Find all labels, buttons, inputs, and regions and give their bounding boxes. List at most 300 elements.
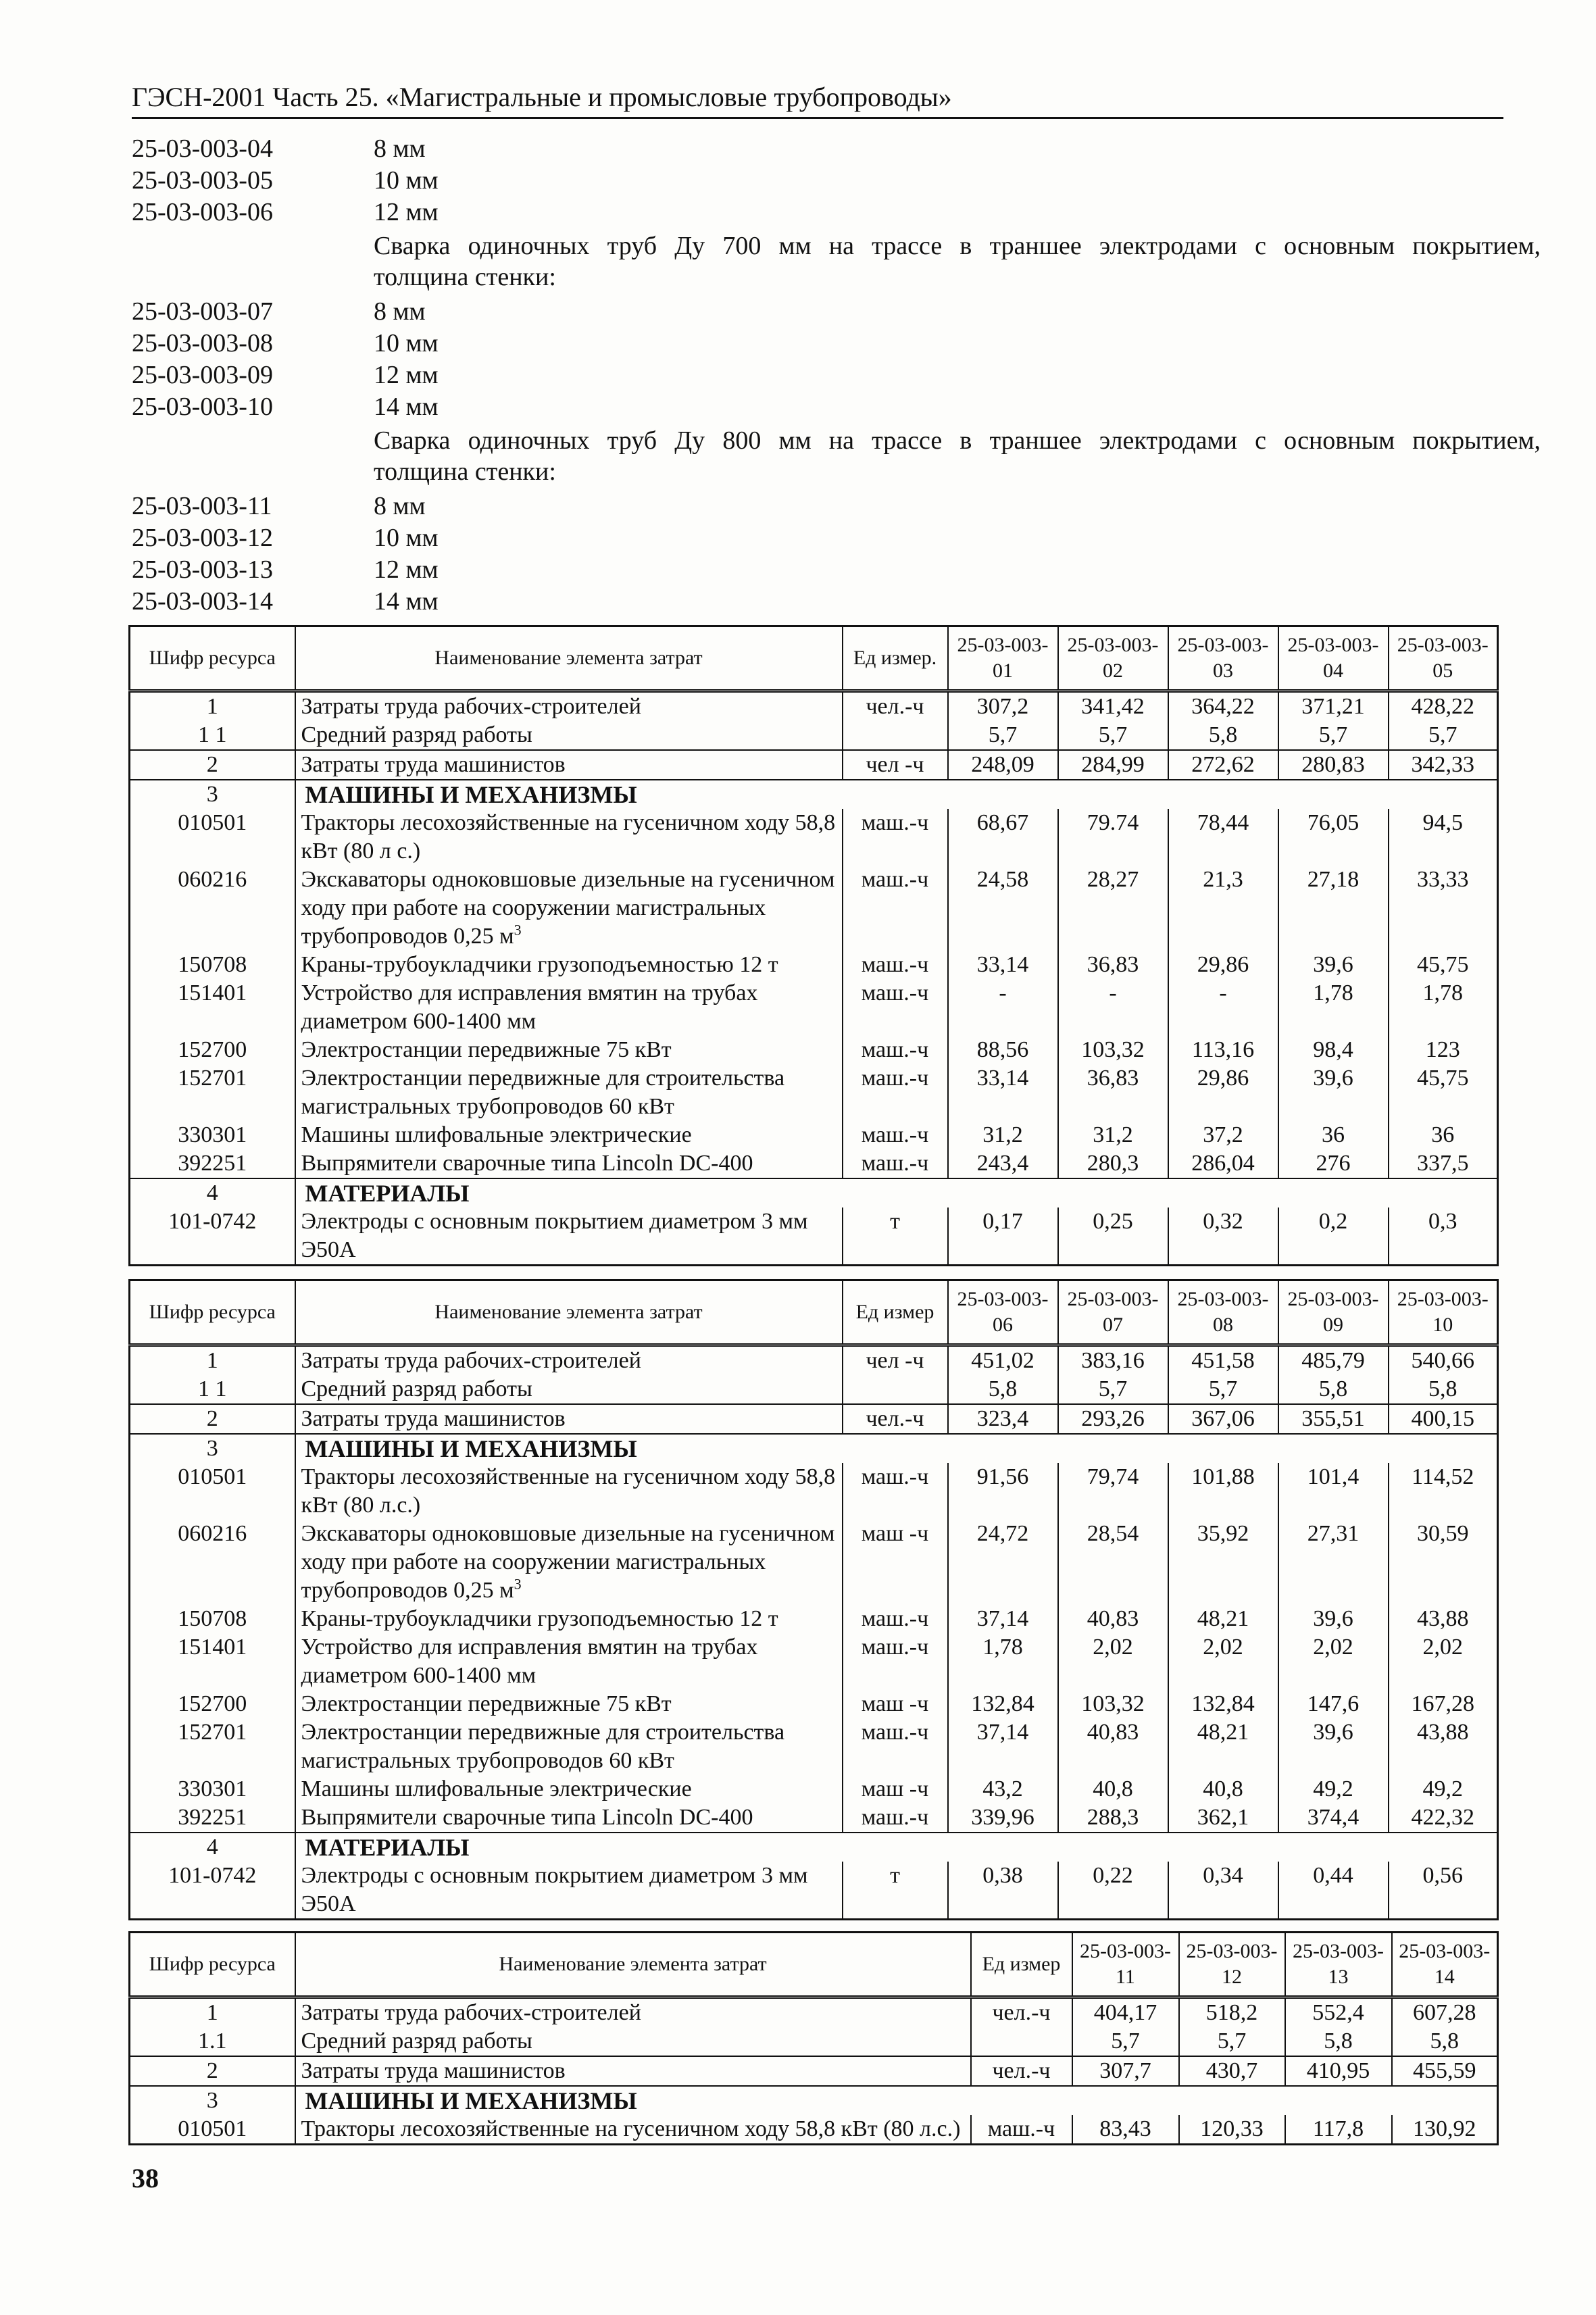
norm-code: 25-03-003-12 bbox=[132, 523, 273, 552]
resource-value: 451,58 bbox=[1168, 1345, 1278, 1376]
section-row bbox=[130, 2086, 1498, 2115]
resource-value: 374,4 bbox=[1278, 1803, 1389, 1833]
resource-code: 4 bbox=[130, 1178, 295, 1208]
resource-value: 342,33 bbox=[1389, 750, 1498, 780]
resource-unit: маш.-ч bbox=[843, 809, 948, 866]
resource-unit: маш.-ч bbox=[843, 979, 948, 1036]
resource-value: 2,02 bbox=[1058, 1633, 1168, 1690]
resource-value: 307,2 bbox=[948, 691, 1058, 722]
resource-code: 060216 bbox=[130, 866, 295, 951]
header-norm-code: 25-03-003-09 bbox=[1278, 1280, 1389, 1345]
description-line: Сварка одиночных труб Ду 700 мм на трассе в траншее электродами с основным покрытием, bbox=[374, 232, 1541, 260]
header-norm-code: 25-03-003-02 bbox=[1058, 626, 1168, 691]
header-norm-code: 25-03-003-11 bbox=[1072, 1933, 1179, 1997]
resource-value: 31,2 bbox=[948, 1121, 1058, 1149]
resource-unit: маш.-ч bbox=[843, 1121, 948, 1149]
resource-unit: маш.-ч bbox=[843, 1064, 948, 1121]
wall-thickness: 10 мм bbox=[374, 328, 439, 357]
resource-row bbox=[130, 1862, 1498, 1920]
section-title: МАТЕРИАЛЫ bbox=[295, 1178, 1498, 1208]
resource-name-text: Машины шлифовальные электрические bbox=[301, 1776, 692, 1801]
norm-code-row bbox=[132, 359, 1541, 391]
description-du700 bbox=[374, 230, 1541, 293]
resource-value: 39,6 bbox=[1278, 1605, 1389, 1633]
resource-table-3 bbox=[128, 1931, 1499, 2145]
resource-value: 451,02 bbox=[948, 1345, 1058, 1376]
resource-unit: маш.-ч bbox=[843, 1463, 948, 1520]
resource-row bbox=[130, 979, 1498, 1036]
resource-value: 485,79 bbox=[1278, 1345, 1389, 1376]
resource-value: 339,96 bbox=[948, 1803, 1058, 1833]
header-norm-code: 25-03-003-07 bbox=[1058, 1280, 1168, 1345]
resource-name bbox=[295, 1121, 843, 1149]
section-title: МАШИНЫ И МЕХАНИЗМЫ bbox=[295, 1434, 1498, 1463]
resource-row bbox=[130, 809, 1498, 866]
resource-value: - bbox=[1168, 979, 1278, 1036]
resource-unit: маш.-ч bbox=[843, 951, 948, 979]
resource-value: 5,7 bbox=[948, 721, 1058, 750]
resource-value: 48,21 bbox=[1168, 1718, 1278, 1775]
resource-name bbox=[295, 1036, 843, 1064]
header-unit: Ед измер. bbox=[843, 626, 948, 691]
resource-value: 400,15 bbox=[1389, 1404, 1498, 1434]
resource-name bbox=[295, 1463, 843, 1520]
norm-code: 25-03-003-13 bbox=[132, 555, 273, 584]
resource-value: 36,83 bbox=[1058, 1064, 1168, 1121]
resource-value: 5,8 bbox=[1168, 721, 1278, 750]
resource-value: 422,32 bbox=[1389, 1803, 1498, 1833]
resource-value: 0,2 bbox=[1278, 1208, 1389, 1266]
resource-unit bbox=[843, 721, 948, 750]
resource-unit: маш.-ч bbox=[971, 2115, 1072, 2145]
resource-code: 2 bbox=[130, 750, 295, 780]
resource-name-text: Тракторы лесохозяйственные на гусеничном ходу 58,8 кВт (80 л.с.) bbox=[301, 2116, 961, 2141]
resource-value: 371,21 bbox=[1278, 691, 1389, 722]
resource-value: 43,88 bbox=[1389, 1605, 1498, 1633]
resource-row bbox=[130, 2056, 1498, 2086]
header-norm-code: 25-03-003-08 bbox=[1168, 1280, 1278, 1345]
wall-thickness: 8 мм bbox=[374, 491, 426, 520]
resource-code: 101-0742 bbox=[130, 1862, 295, 1920]
resource-code: 2 bbox=[130, 2056, 295, 2086]
resource-value: 607,28 bbox=[1392, 1997, 1498, 2028]
resource-value: 5,8 bbox=[1285, 2027, 1392, 2056]
resource-value: 101,88 bbox=[1168, 1463, 1278, 1520]
resource-name-text: Затраты труда машинистов bbox=[301, 2058, 566, 2083]
resource-value: 83,43 bbox=[1072, 2115, 1179, 2145]
resource-value: 36 bbox=[1278, 1121, 1389, 1149]
resource-row bbox=[130, 1345, 1498, 1376]
resource-value: 323,4 bbox=[948, 1404, 1058, 1434]
resource-value: 0,32 bbox=[1168, 1208, 1278, 1266]
header-name: Наименование элемента затрат bbox=[295, 1933, 971, 1997]
resource-value: 37,14 bbox=[948, 1718, 1058, 1775]
resource-name-text: Затраты труда рабочих-строителей bbox=[301, 1348, 641, 1373]
section-title: МАШИНЫ И МЕХАНИЗМЫ bbox=[295, 780, 1498, 809]
code-group-600 bbox=[132, 132, 1541, 228]
resource-value: 37,14 bbox=[948, 1605, 1058, 1633]
norm-code: 25-03-003-10 bbox=[132, 392, 273, 421]
resource-value: 113,16 bbox=[1168, 1036, 1278, 1064]
resource-unit: маш -ч bbox=[843, 1520, 948, 1605]
resource-code: 330301 bbox=[130, 1775, 295, 1803]
resource-value: 355,51 bbox=[1278, 1404, 1389, 1434]
resource-table-2 bbox=[128, 1279, 1499, 1920]
norm-code: 25-03-003-09 bbox=[132, 360, 273, 389]
resource-unit: т bbox=[843, 1208, 948, 1266]
resource-value: 117,8 bbox=[1285, 2115, 1392, 2145]
resource-value: 5,8 bbox=[1278, 1375, 1389, 1404]
resource-row bbox=[130, 866, 1498, 951]
resource-name bbox=[295, 2115, 971, 2145]
resource-value: 362,1 bbox=[1168, 1803, 1278, 1833]
resource-row bbox=[130, 1208, 1498, 1266]
resource-value: 383,16 bbox=[1058, 1345, 1168, 1376]
resource-name-text: Электроды с основным покрытием диаметром 3 мм Э50А bbox=[301, 1209, 808, 1262]
resource-name bbox=[295, 1375, 843, 1404]
resource-value: 114,52 bbox=[1389, 1463, 1498, 1520]
wall-thickness: 8 мм bbox=[374, 297, 426, 326]
norm-code: 25-03-003-08 bbox=[132, 328, 273, 357]
resource-value: 0,17 bbox=[948, 1208, 1058, 1266]
resource-name-text: Краны-трубоукладчики грузоподъемностью 12 т bbox=[301, 1606, 778, 1631]
norm-code-row bbox=[132, 522, 1541, 553]
header-norm-code: 25-03-003-10 bbox=[1389, 1280, 1498, 1345]
resource-row bbox=[130, 1463, 1498, 1520]
resource-value: 147,6 bbox=[1278, 1690, 1389, 1718]
resource-code: 3 bbox=[130, 1434, 295, 1463]
resource-code: 152701 bbox=[130, 1718, 295, 1775]
resource-value: 5,7 bbox=[1278, 721, 1389, 750]
resource-value: 0,34 bbox=[1168, 1862, 1278, 1920]
resource-value: 1,78 bbox=[948, 1633, 1058, 1690]
resource-code: 3 bbox=[130, 780, 295, 809]
resource-value: 430,7 bbox=[1179, 2056, 1285, 2086]
resource-name-text: Устройство для исправления вмятин на трубах диаметром 600-1400 мм bbox=[301, 1635, 758, 1688]
resource-name-text: Электростанции передвижные для строительства магистральных трубопроводов 60 кВт bbox=[301, 1066, 785, 1119]
resource-row bbox=[130, 2027, 1498, 2056]
resource-name-text: Выпрямители сварочные типа Lincoln DC-400 bbox=[301, 1151, 753, 1176]
resource-row bbox=[130, 1633, 1498, 1690]
resource-unit: маш -ч bbox=[843, 1690, 948, 1718]
resource-value: 272,62 bbox=[1168, 750, 1278, 780]
resource-value: 24,58 bbox=[948, 866, 1058, 951]
resource-unit bbox=[843, 1375, 948, 1404]
resource-name bbox=[295, 1862, 843, 1920]
resource-value: 0,22 bbox=[1058, 1862, 1168, 1920]
resource-value: 43,2 bbox=[948, 1775, 1058, 1803]
resource-code: 151401 bbox=[130, 979, 295, 1036]
header-norm-code: 25-03-003-13 bbox=[1285, 1933, 1392, 1997]
resource-name bbox=[295, 2027, 971, 2056]
header-row bbox=[130, 1280, 1498, 1345]
norm-code-row bbox=[132, 132, 1541, 164]
page-number: 38 bbox=[132, 2163, 159, 2193]
resource-row bbox=[130, 721, 1498, 750]
resource-value: 552,4 bbox=[1285, 1997, 1392, 2028]
resource-code: 152700 bbox=[130, 1690, 295, 1718]
resource-value: 39,6 bbox=[1278, 1718, 1389, 1775]
resource-code: 060216 bbox=[130, 1520, 295, 1605]
resource-row bbox=[130, 1997, 1498, 2028]
resource-value: 288,3 bbox=[1058, 1803, 1168, 1833]
resource-code: 4 bbox=[130, 1833, 295, 1862]
norm-code: 25-03-003-05 bbox=[132, 166, 273, 195]
resource-name-text: Машины шлифовальные электрические bbox=[301, 1122, 692, 1147]
resource-row bbox=[130, 1121, 1498, 1149]
resource-value: 0,38 bbox=[948, 1862, 1058, 1920]
resource-row bbox=[130, 1149, 1498, 1178]
resource-name-text: Электроды с основным покрытием диаметром 3 мм Э50А bbox=[301, 1863, 808, 1916]
resource-name bbox=[295, 691, 843, 722]
resource-code: 150708 bbox=[130, 951, 295, 979]
resource-code: 101-0742 bbox=[130, 1208, 295, 1266]
description-du800 bbox=[374, 425, 1541, 487]
resource-row bbox=[130, 1404, 1498, 1434]
resource-row bbox=[130, 1064, 1498, 1121]
resource-value: 24,72 bbox=[948, 1520, 1058, 1605]
resource-value: 280,3 bbox=[1058, 1149, 1168, 1178]
norm-code-row bbox=[132, 295, 1541, 327]
resource-row bbox=[130, 1803, 1498, 1833]
resource-value: 40,8 bbox=[1168, 1775, 1278, 1803]
wall-thickness: 8 мм bbox=[374, 134, 426, 163]
resource-name bbox=[295, 2056, 971, 2086]
resource-value: 39,6 bbox=[1278, 1064, 1389, 1121]
resource-row bbox=[130, 2115, 1498, 2145]
resource-name bbox=[295, 1345, 843, 1376]
wall-thickness: 14 мм bbox=[374, 587, 439, 616]
resource-value: 364,22 bbox=[1168, 691, 1278, 722]
resource-code: 1 bbox=[130, 691, 295, 722]
resource-name-text: Тракторы лесохозяйственные на гусеничном ходу 58,8 кВт (80 л.с.) bbox=[301, 1464, 836, 1518]
resource-code: 152700 bbox=[130, 1036, 295, 1064]
resource-name-text: Краны-трубоукладчики грузоподъемностью 12 т bbox=[301, 952, 778, 977]
superscript: 3 bbox=[514, 1575, 522, 1593]
resource-value: 36 bbox=[1389, 1121, 1498, 1149]
resource-name-text: Затраты труда машинистов bbox=[301, 1406, 566, 1431]
resource-value: 78,44 bbox=[1168, 809, 1278, 866]
resource-unit: маш.-ч bbox=[843, 1803, 948, 1833]
code-group-700 bbox=[132, 295, 1541, 422]
resource-value: 341,42 bbox=[1058, 691, 1168, 722]
resource-row bbox=[130, 1605, 1498, 1633]
resource-value: 33,14 bbox=[948, 951, 1058, 979]
resource-value: 455,59 bbox=[1392, 2056, 1498, 2086]
resource-value: 27,18 bbox=[1278, 866, 1389, 951]
resource-value: 68,67 bbox=[948, 809, 1058, 866]
norm-code-row bbox=[132, 391, 1541, 422]
resource-name-text: Средний разряд работы bbox=[301, 2028, 532, 2053]
resource-unit: маш.-ч bbox=[843, 1633, 948, 1690]
resource-name bbox=[295, 1208, 843, 1266]
resource-code: 150708 bbox=[130, 1605, 295, 1633]
resource-name-text: Экскаваторы одноковшовые дизельные на гусеничном ходу при работе на сооружении магистральных трубопроводов 0,25 м bbox=[301, 867, 835, 949]
resource-name-text: Затраты труда машинистов bbox=[301, 752, 566, 777]
resource-value: 101,4 bbox=[1278, 1463, 1389, 1520]
resource-value: 243,4 bbox=[948, 1149, 1058, 1178]
header-norm-code: 25-03-003-05 bbox=[1389, 626, 1498, 691]
resource-value: 28,54 bbox=[1058, 1520, 1168, 1605]
resource-value: 40,83 bbox=[1058, 1718, 1168, 1775]
resource-value: 337,5 bbox=[1389, 1149, 1498, 1178]
resource-name-text: Электростанции передвижные 75 кВт bbox=[301, 1037, 672, 1062]
resource-row bbox=[130, 1775, 1498, 1803]
resource-value: 248,09 bbox=[948, 750, 1058, 780]
resource-unit: маш -ч bbox=[843, 1775, 948, 1803]
resource-value: 540,66 bbox=[1389, 1345, 1498, 1376]
resource-row bbox=[130, 691, 1498, 722]
resource-value: 5,7 bbox=[1058, 721, 1168, 750]
header-code: Шифр ресурса bbox=[130, 626, 295, 691]
resource-code: 1.1 bbox=[130, 2027, 295, 2056]
resource-value: 2,02 bbox=[1278, 1633, 1389, 1690]
resource-unit: чел.-ч bbox=[843, 1404, 948, 1434]
resource-value: 404,17 bbox=[1072, 1997, 1179, 2028]
resource-name bbox=[295, 979, 843, 1036]
resource-value: 31,2 bbox=[1058, 1121, 1168, 1149]
norm-code-row bbox=[132, 327, 1541, 359]
resource-value: 286,04 bbox=[1168, 1149, 1278, 1178]
resource-value: 280,83 bbox=[1278, 750, 1389, 780]
resource-value: 40,8 bbox=[1058, 1775, 1168, 1803]
resource-code: 1 1 bbox=[130, 1375, 295, 1404]
resource-row bbox=[130, 1036, 1498, 1064]
section-title: МАШИНЫ И МЕХАНИЗМЫ bbox=[295, 2086, 1498, 2115]
resource-value: 5,7 bbox=[1168, 1375, 1278, 1404]
header-unit: Ед измер bbox=[971, 1933, 1072, 1997]
header-name: Наименование элемента затрат bbox=[295, 1280, 843, 1345]
section-row bbox=[130, 1434, 1498, 1463]
resource-unit: маш.-ч bbox=[843, 1718, 948, 1775]
resource-value: 276 bbox=[1278, 1149, 1389, 1178]
resource-unit: чел -ч bbox=[843, 750, 948, 780]
resource-row bbox=[130, 1520, 1498, 1605]
resource-code: 392251 bbox=[130, 1803, 295, 1833]
resource-value: 428,22 bbox=[1389, 691, 1498, 722]
resource-value: 367,06 bbox=[1168, 1404, 1278, 1434]
resource-name bbox=[295, 721, 843, 750]
resource-row bbox=[130, 951, 1498, 979]
wall-thickness: 12 мм bbox=[374, 360, 439, 389]
header-unit: Ед измер bbox=[843, 1280, 948, 1345]
header-row bbox=[130, 626, 1498, 691]
resource-name bbox=[295, 1149, 843, 1178]
resource-value: 103,32 bbox=[1058, 1036, 1168, 1064]
page-header: ГЭСН-2001 Часть 25. «Магистральные и промысловые трубопроводы» bbox=[132, 81, 1503, 119]
resource-value: 49,2 bbox=[1389, 1775, 1498, 1803]
norm-code-row bbox=[132, 164, 1541, 196]
resource-value: 76,05 bbox=[1278, 809, 1389, 866]
resource-code: 010501 bbox=[130, 809, 295, 866]
resource-value: - bbox=[1058, 979, 1168, 1036]
resource-row bbox=[130, 750, 1498, 780]
resource-value: 33,33 bbox=[1389, 866, 1498, 951]
resource-unit: маш.-ч bbox=[843, 1036, 948, 1064]
resource-code: 3 bbox=[130, 2086, 295, 2115]
header-code: Шифр ресурса bbox=[130, 1280, 295, 1345]
resource-value: 43,88 bbox=[1389, 1718, 1498, 1775]
resource-name bbox=[295, 750, 843, 780]
resource-value: 130,92 bbox=[1392, 2115, 1498, 2145]
resource-name bbox=[295, 866, 843, 951]
resource-code: 010501 bbox=[130, 1463, 295, 1520]
resource-value: - bbox=[948, 979, 1058, 1036]
resource-value: 518,2 bbox=[1179, 1997, 1285, 2028]
section-row bbox=[130, 1178, 1498, 1208]
resource-table-1 bbox=[128, 625, 1499, 1266]
resource-value: 132,84 bbox=[1168, 1690, 1278, 1718]
resource-value: 0,56 bbox=[1389, 1862, 1498, 1920]
resource-value: 120,33 bbox=[1179, 2115, 1285, 2145]
resource-name bbox=[295, 1633, 843, 1690]
resource-value: 284,99 bbox=[1058, 750, 1168, 780]
norm-code-row bbox=[132, 196, 1541, 228]
resource-unit: чел.-ч bbox=[843, 691, 948, 722]
resource-value: 5,7 bbox=[1179, 2027, 1285, 2056]
resource-unit: чел.-ч bbox=[971, 2056, 1072, 2086]
resource-name bbox=[295, 951, 843, 979]
resource-value: 37,2 bbox=[1168, 1121, 1278, 1149]
header-norm-code: 25-03-003-12 bbox=[1179, 1933, 1285, 1997]
resource-value: 5,8 bbox=[1392, 2027, 1498, 2056]
description-line: толщина стенки: bbox=[374, 457, 556, 486]
resource-name bbox=[295, 1775, 843, 1803]
resource-value: 5,7 bbox=[1072, 2027, 1179, 2056]
resource-value: 33,14 bbox=[948, 1064, 1058, 1121]
resource-value: 21,3 bbox=[1168, 866, 1278, 951]
resource-code: 1 bbox=[130, 1997, 295, 2028]
resource-value: 88,56 bbox=[948, 1036, 1058, 1064]
resource-value: 98,4 bbox=[1278, 1036, 1389, 1064]
resource-value: 307,7 bbox=[1072, 2056, 1179, 2086]
resource-value: 0,25 bbox=[1058, 1208, 1168, 1266]
resource-unit: чел.-ч bbox=[971, 1997, 1072, 2028]
norm-code: 25-03-003-04 bbox=[132, 134, 273, 163]
resource-value: 49,2 bbox=[1278, 1775, 1389, 1803]
resource-value: 29,86 bbox=[1168, 951, 1278, 979]
resource-value: 35,92 bbox=[1168, 1520, 1278, 1605]
resource-value: 39,6 bbox=[1278, 951, 1389, 979]
resource-code: 2 bbox=[130, 1404, 295, 1434]
resource-value: 293,26 bbox=[1058, 1404, 1168, 1434]
norm-code-list bbox=[132, 132, 1541, 617]
resource-name bbox=[295, 1690, 843, 1718]
description-line: толщина стенки: bbox=[374, 263, 556, 291]
resource-unit: чел -ч bbox=[843, 1345, 948, 1376]
resource-value: 40,83 bbox=[1058, 1605, 1168, 1633]
resource-row bbox=[130, 1718, 1498, 1775]
norm-code: 25-03-003-14 bbox=[132, 587, 273, 616]
resource-value: 123 bbox=[1389, 1036, 1498, 1064]
resource-name-text: Устройство для исправления вмятин на трубах диаметром 600-1400 мм bbox=[301, 980, 758, 1034]
norm-code-row bbox=[132, 490, 1541, 522]
norm-code-row bbox=[132, 585, 1541, 617]
resource-name-text: Экскаваторы одноковшовые дизельные на гусеничном ходу при работе на сооружении магистральных трубопроводов 0,25 м bbox=[301, 1521, 835, 1603]
resource-name-text: Электростанции передвижные 75 кВт bbox=[301, 1691, 672, 1716]
section-title: МАТЕРИАЛЫ bbox=[295, 1833, 1498, 1862]
section-row bbox=[130, 780, 1498, 809]
header-norm-code: 25-03-003-04 bbox=[1278, 626, 1389, 691]
header-norm-code: 25-03-003-01 bbox=[948, 626, 1058, 691]
resource-name bbox=[295, 1997, 971, 2028]
resource-value: 94,5 bbox=[1389, 809, 1498, 866]
resource-value: 5,8 bbox=[948, 1375, 1058, 1404]
resource-name-text: Тракторы лесохозяйственные на гусеничном ходу 58,8 кВт (80 л с.) bbox=[301, 810, 836, 864]
header-row bbox=[130, 1933, 1498, 1997]
resource-value: 2,02 bbox=[1389, 1633, 1498, 1690]
resource-value: 45,75 bbox=[1389, 951, 1498, 979]
